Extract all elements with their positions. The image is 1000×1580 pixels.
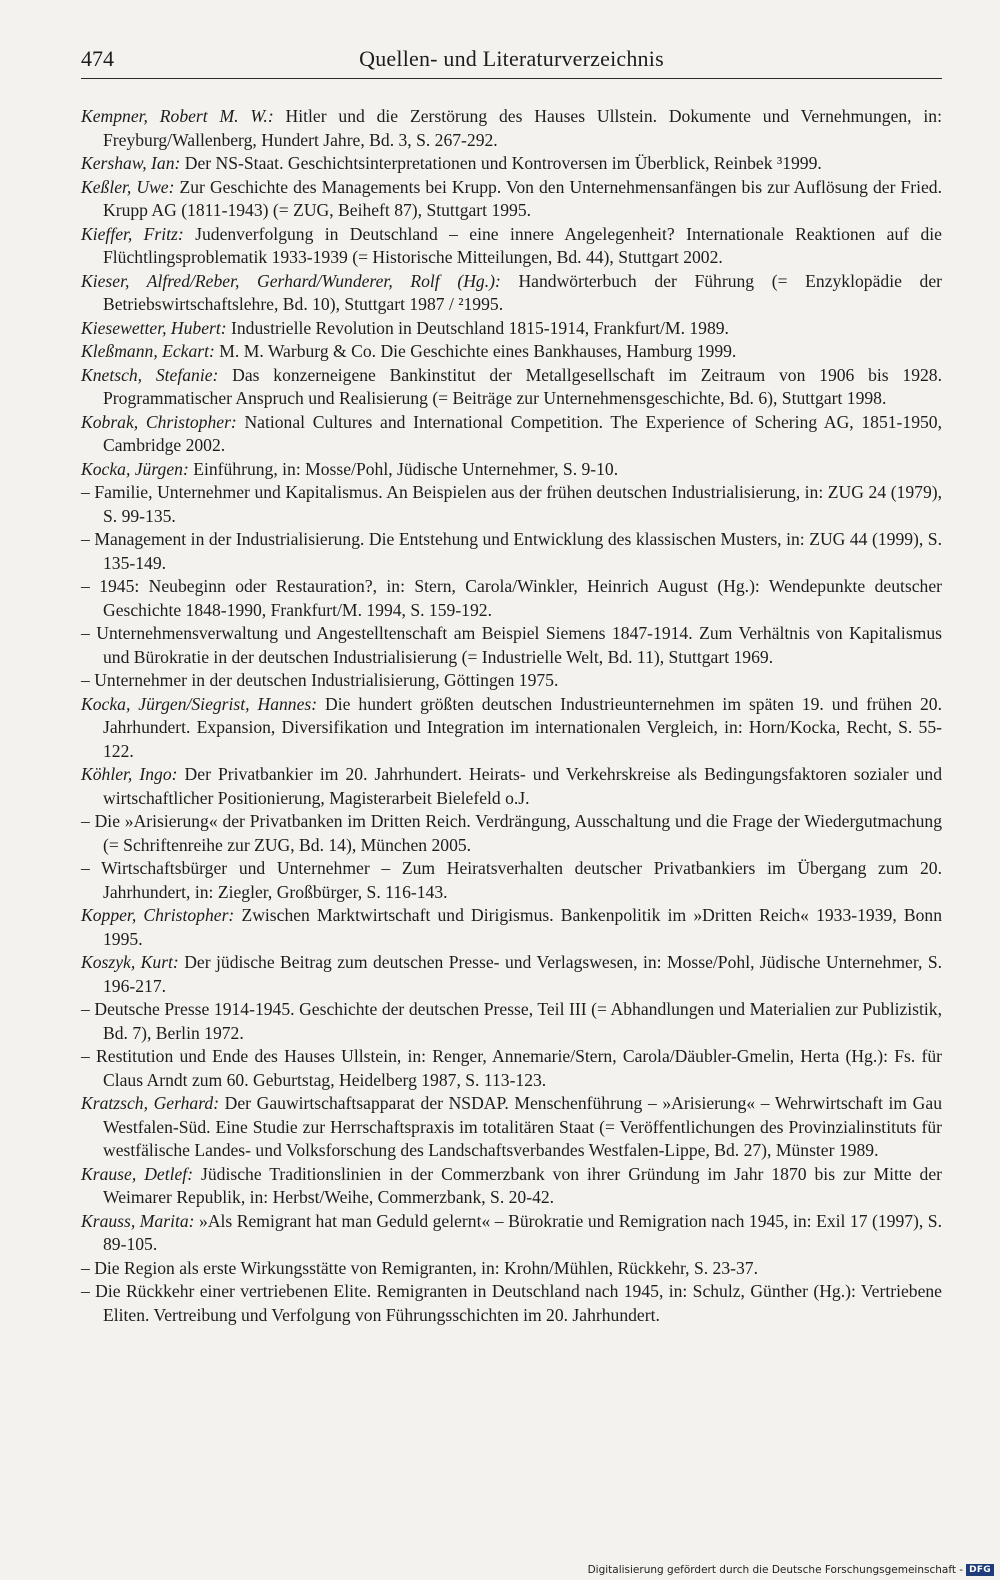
bibliography-entry [81,105,942,152]
entry-text: Jüdische Traditionslinien in der Commerzbank von ihrer Gründung im Jahr 1870 bis zur Mitte der Weimarer Republik, in: Herbst/Weihe, Commerzbank, S. 20-42. [103,1163,943,1207]
footer-credit [588,1564,994,1576]
entry-text: – Restitution und Ende des Hauses Ullstein, in: Renger, Annemarie/Stern, Carola/Däubler-Gmelin, Herta (Hg.): Fs. für Claus Arndt zum 60. Geburtstag, Heidelberg 1987, S. 113-123. [81,1046,942,1090]
entry-text: – Wirtschaftsbürger und Unternehmer – Zum Heiratsverhalten deutscher Privatbankiers im Übergang zum 20. Jahrhundert, in: Ziegler, Großbürger, S. 116-143. [81,858,942,902]
bibliography-entry [81,223,942,270]
bibliography-entry [81,951,942,998]
bibliography-entry [81,317,942,341]
bibliography-entry [81,857,942,904]
entry-author: Kieser, Alfred/Reber, Gerhard/Wunderer, Rolf (Hg.): [81,270,501,291]
bibliography-entry [81,1045,942,1092]
entry-text: – Unternehmer in der deutschen Industrialisierung, Göttingen 1975. [81,670,559,690]
bibliography-entry [81,693,942,764]
entry-author: Keßler, Uwe: [81,176,175,197]
entry-author: Kobrak, Christopher: [81,411,237,432]
bibliography-entry [81,1257,942,1281]
entry-author: Kocka, Jürgen: [81,458,189,479]
bibliography-entry [81,270,942,317]
entry-text: Judenverfolgung in Deutschland – eine innere Angelegenheit? Internationale Reaktionen auf die Flüchtlingsproblematik 1933-1939 (= Historische Mitteilungen, Bd. 44), Stuttgart 2002. [103,223,942,267]
bibliography-entry [81,411,942,458]
page-header [81,46,942,79]
bibliography-entry [81,364,942,411]
entry-author: Kiesewetter, Hubert: [81,317,227,338]
entry-text: – Deutsche Presse 1914-1945. Geschichte der deutschen Presse, Teil III (= Abhandlungen und Materialien zur Publizistik, Bd. 7), Berlin 1972. [81,999,942,1043]
bibliography-list [81,105,942,1327]
bibliography-entry [81,998,942,1045]
entry-text: Handwörterbuch der Führung (= Enzyklopädie der Betriebswirtschaftslehre, Bd. 10), Stuttgart 1987 / ²1995. [103,270,943,314]
bibliography-entry [81,575,942,622]
bibliography-entry [81,528,942,575]
entry-author: Köhler, Ingo: [81,764,178,784]
dfg-logo: DFG [966,1564,994,1576]
entry-text: M. M. Warburg & Co. Die Geschichte eines Bankhauses, Hamburg 1999. [214,341,737,361]
entry-text: – 1945: Neubeginn oder Restauration?, in: Stern, Carola/Winkler, Heinrich August (Hg.): Wendepunkte deutscher Geschichte 1848-1990, Frankfurt/M. 1994, S. 159-192. [81,576,942,620]
entry-text: Der NS-Staat. Geschichtsinterpretationen und Kontroversen im Überblick, Reinbek ³1999. [180,153,822,173]
bibliography-entry [81,1280,942,1327]
entry-text: National Cultures and International Competition. The Experience of Schering AG, 1851-1950, Cambridge 2002. [103,411,942,455]
bibliography-entry [81,669,942,693]
entry-author: Kempner, Robert M. W.: [81,106,274,126]
bibliography-entry [81,152,942,176]
entry-author: Koszyk, Kurt: [81,952,179,972]
running-title: Quellen- und Literaturverzeichnis [359,46,664,71]
bibliography-entry [81,810,942,857]
entry-text: Der jüdische Beitrag zum deutschen Presse- und Verlagswesen, in: Mosse/Pohl, Jüdische Unternehmer, S. 196-217. [103,952,943,996]
entry-author: Kleßmann, Eckart: [81,341,215,361]
entry-author: Kopper, Christopher: [81,905,235,925]
footer-text: Digitalisierung gefördert durch die Deutsche Forschungsgemeinschaft - [587,1564,964,1576]
entry-text: Hitler und die Zerstörung des Hauses Ullstein. Dokumente und Vernehmungen, in: Freyburg/Wallenberg, Hundert Jahre, Bd. 3, S. 267-292. [103,106,942,150]
entry-author: Krause, Detlef: [81,1163,194,1184]
entry-author: Krauss, Marita: [81,1210,195,1231]
entry-author: Kratzsch, Gerhard: [81,1093,220,1113]
entry-text: – Unternehmensverwaltung und Angestelltenschaft am Beispiel Siemens 1847-1914. Zum Verhältnis von Kapitalismus und Bürokratie in der deutschen Industrialisierung (= Industrielle Welt, Bd. 11), Stuttgart 1969. [81,623,942,667]
entry-text: »Als Remigrant hat man Geduld gelernt« – Bürokratie und Remigration nach 1945, in: Exil 17 (1997), S. 89-105. [103,1210,942,1254]
bibliography-entry [81,1163,942,1210]
entry-text: – Die Region als erste Wirkungsstätte von Remigranten, in: Krohn/Mühlen, Rückkehr, S. 23-37. [81,1257,758,1278]
bibliography-entry [81,763,942,810]
entry-text: Der Privatbankier im 20. Jahrhundert. Heirats- und Verkehrskreise als Bedingungsfaktoren sozialer und wirtschaftlicher Positionierung, Magisterarbeit Bielefeld o.J. [103,764,943,808]
bibliography-entry [81,622,942,669]
entry-author: Kieffer, Fritz: [81,223,184,244]
entry-text: – Die Rückkehr einer vertriebenen Elite. Remigranten in Deutschland nach 1945, in: Schulz, Günther (Hg.): Vertriebene Eliten. Vertreibung und Verfolgung von Führungsschichten im 20. Jahrhundert. [81,1281,942,1325]
page-number: 474 [81,46,114,71]
entry-author: Kershaw, Ian: [81,153,181,173]
bibliography-entry [81,176,942,223]
entry-text: Die hundert größten deutschen Industrieunternehmen im späten 19. und frühen 20. Jahrhundert. Expansion, Diversifikation und Integration im internationalen Vergleich, in: Horn/Kocka, Recht, S. 55-122. [103,693,942,761]
entry-text: Zur Geschichte des Managements bei Krupp. Von den Unternehmensanfängen bis zur Auflösung der Fried. Krupp AG (1811-1943) (= ZUG, Beiheft 87), Stuttgart 1995. [103,176,942,220]
bibliography-entry [81,1092,942,1163]
entry-text: Industrielle Revolution in Deutschland 1815-1914, Frankfurt/M. 1989. [226,317,729,338]
entry-text: – Management in der Industrialisierung. Die Entstehung und Entwicklung des klassischen Musters, in: ZUG 44 (1999), S. 135-149. [81,529,942,573]
entry-author: Kocka, Jürgen/Siegrist, Hannes: [81,693,318,714]
bibliography-entry [81,1210,942,1257]
entry-text: Der Gauwirtschaftsapparat der NSDAP. Menschenführung – »Arisierung« – Wehrwirtschaft im Gau Westfalen-Süd. Eine Studie zur Herrschaftspraxis im totalitären Staat (= Veröffentlichungen des Provinzialinstituts für westfälische Landes- und Volksforschung des Landschaftsverbandes Westfalen-Lippe, Bd. 27), Münster 1989. [103,1093,942,1160]
entry-text: – Die »Arisierung« der Privatbanken im Dritten Reich. Verdrängung, Ausschaltung und die Frage der Wiedergutmachung (= Schriftenreihe zur ZUG, Bd. 14), München 2005. [81,811,942,855]
entry-text: Einführung, in: Mosse/Pohl, Jüdische Unternehmer, S. 9-10. [188,458,619,479]
bibliography-entry [81,458,942,482]
entry-author: Knetsch, Stefanie: [81,364,219,385]
bibliography-entry [81,904,942,951]
bibliography-entry [81,481,942,528]
entry-text: – Familie, Unternehmer und Kapitalismus. An Beispielen aus der frühen deutschen Industrialisierung, in: ZUG 24 (1979), S. 99-135. [81,482,942,526]
bibliography-entry [81,340,942,364]
entry-text: Zwischen Marktwirtschaft und Dirigismus. Bankenpolitik im »Dritten Reich« 1933-1939, Bonn 1995. [103,905,942,949]
entry-text: Das konzerneigene Bankinstitut der Metallgesellschaft im Zeitraum von 1906 bis 1928. Programmatischer Anspruch und Realisierung (= Beiträge zur Unternehmensgeschichte, Bd. 6), Stuttgart 1998. [103,364,942,408]
